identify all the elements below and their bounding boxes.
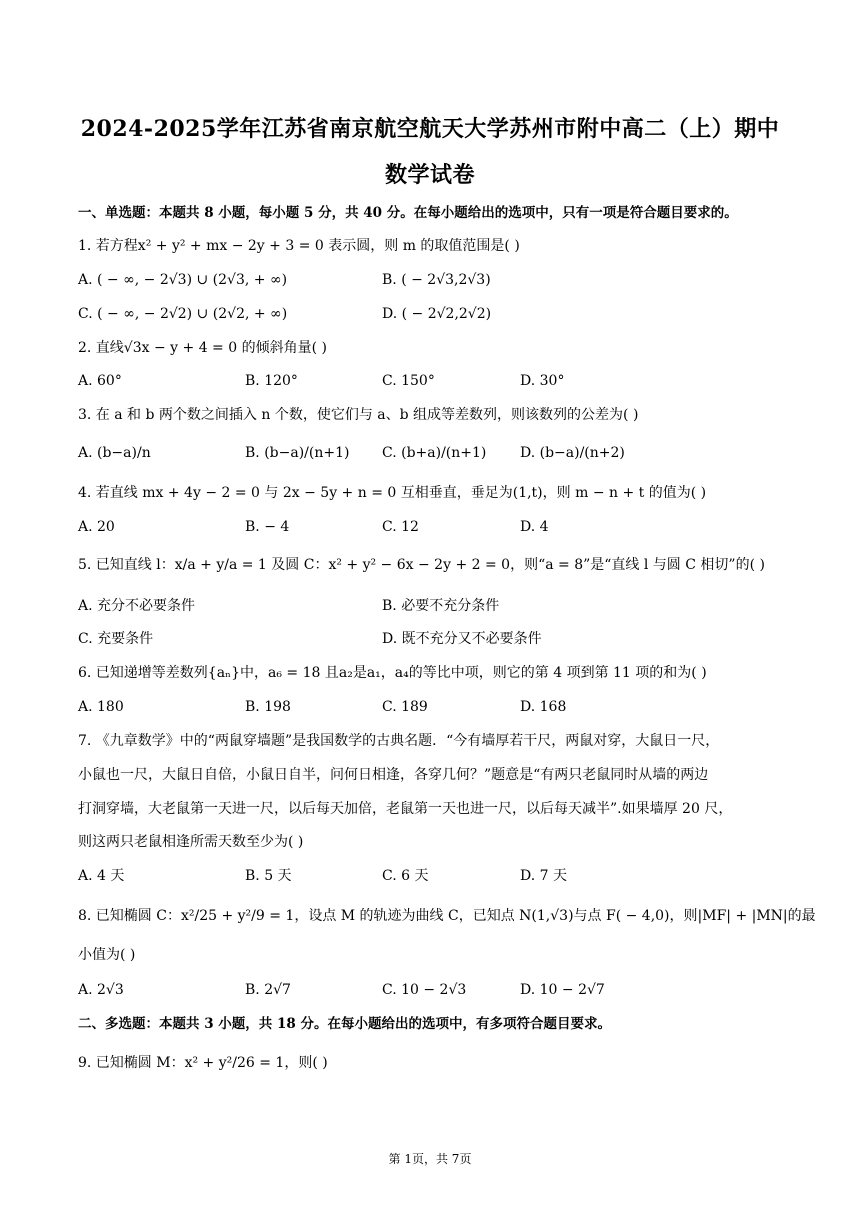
question-5-option-b: B. 必要不充分条件	[382, 598, 500, 614]
question-1-stem: 1. 若方程x² + y² + mx − 2y + 3 = 0 表示圆，则 m 的取值范围是( )	[78, 238, 520, 254]
question-4-option-b: B. − 4	[245, 519, 290, 535]
question-2-stem: 2. 直线√3x − y + 4 = 0 的倾斜角量( )	[78, 340, 327, 356]
question-8-line-2: 小值为( )	[78, 947, 136, 963]
question-6-stem: 6. 已知递增等差数列{aₙ}中，a₆ = 18 且a₂是a₁，a₄的等比中项，则它的第 4 项到第 11 项的和为( )	[78, 665, 707, 681]
question-3-option-b: B. (b−a)/(n+1)	[245, 445, 350, 461]
question-1-option-a: A. ( − ∞, − 2√3) ∪ (2√3, + ∞)	[78, 272, 288, 288]
question-3-option-d: D. (b−a)/(n+2)	[520, 445, 625, 461]
question-3-option-a: A. (b−a)/n	[78, 445, 151, 461]
question-8-line-1: 8. 已知椭圆 C：x²/25 + y²/9 = 1，设点 M 的轨迹为曲线 C，已知点 N(1,√3)与点 F( − 4,0)，则|MF| + |MN|的最	[78, 908, 816, 924]
question-4-option-d: D. 4	[520, 519, 549, 535]
question-4-stem: 4. 若直线 mx + 4y − 2 = 0 与 2x − 5y + n = 0 互相垂直，垂足为(1,t)，则 m − n + t 的值为( )	[78, 485, 707, 501]
question-7-option-c: C. 6 天	[382, 868, 429, 884]
question-8-option-a: A. 2√3	[78, 982, 124, 998]
question-8-option-b: B. 2√7	[245, 982, 291, 998]
question-5-stem: 5. 已知直线 l：x/a + y/a = 1 及圆 C：x² + y² − 6x − 2y + 2 = 0，则“a = 8”是“直线 l 与圆 C 相切”的( )	[78, 557, 765, 573]
question-8-option-d: D. 10 − 2√7	[520, 982, 605, 998]
question-7-option-d: D. 7 天	[520, 868, 567, 884]
page-number-footer: 第 1页，共 7页	[388, 1152, 472, 1166]
question-1-option-c: C. ( − ∞, − 2√2) ∪ (2√2, + ∞)	[78, 306, 288, 322]
question-3-option-c: C. (b+a)/(n+1)	[382, 445, 487, 461]
question-7-line-1: 7. 《九章数学》中的“两鼠穿墙题”是我国数学的古典名题．“今有墙厚若干尺，两鼠对穿，大鼠日一尺，	[78, 733, 720, 749]
question-6-option-b: B. 198	[245, 699, 291, 715]
page-subtitle: 数学试卷	[384, 162, 475, 188]
question-2-option-d: D. 30°	[520, 373, 565, 389]
section-heading-single-choice: 一、单选题：本题共 8 小题，每小题 5 分，共 40 分。在每小题给出的选项中，只有一项是符合题目要求的。	[78, 205, 738, 221]
question-5-option-a: A. 充分不必要条件	[78, 598, 196, 614]
question-9-stem: 9. 已知椭圆 M：x² + y²/26 = 1，则( )	[78, 1055, 328, 1071]
section-heading-multiple-choice: 二、多选题：本题共 3 小题，共 18 分。在每小题给出的选项中，有多项符合题目要求。	[78, 1016, 611, 1032]
question-8-option-c: C. 10 − 2√3	[382, 982, 467, 998]
question-1-option-b: B. ( − 2√3,2√3)	[382, 272, 491, 288]
question-1-option-d: D. ( − 2√2,2√2)	[382, 306, 492, 322]
question-6-option-c: C. 189	[382, 699, 428, 715]
question-3-stem: 3. 在 a 和 b 两个数之间插入 n 个数，使它们与 a、b 组成等差数列，则该数列的公差为( )	[78, 407, 639, 423]
question-5-option-c: C. 充要条件	[78, 631, 154, 647]
question-4-option-a: A. 20	[78, 519, 115, 535]
question-7-option-a: A. 4 天	[78, 868, 125, 884]
question-7-line-4: 则这两只老鼠相逢所需天数至少为( )	[78, 834, 304, 850]
question-7-line-3: 打洞穿墙，大老鼠第一天进一尺，以后每天加倍，老鼠第一天也进一尺，以后每天减半”.如果墙厚 20 尺，	[78, 801, 733, 817]
question-2-option-c: C. 150°	[382, 373, 435, 389]
question-7-option-b: B. 5 天	[245, 868, 292, 884]
question-4-option-c: C. 12	[382, 519, 419, 535]
question-7-line-2: 小鼠也一尺，大鼠日自倍，小鼠日自半，问何日相逢，各穿几何？”题意是“有两只老鼠同时从墙的两边	[78, 767, 709, 783]
page-title: 2024-2025学年江苏省南京航空航天大学苏州市附中高二（上）期中	[80, 116, 780, 142]
question-5-option-d: D. 既不充分又不必要条件	[382, 631, 542, 647]
question-6-option-d: D. 168	[520, 699, 567, 715]
question-2-option-a: A. 60°	[78, 373, 122, 389]
question-6-option-a: A. 180	[78, 699, 124, 715]
question-2-option-b: B. 120°	[245, 373, 298, 389]
